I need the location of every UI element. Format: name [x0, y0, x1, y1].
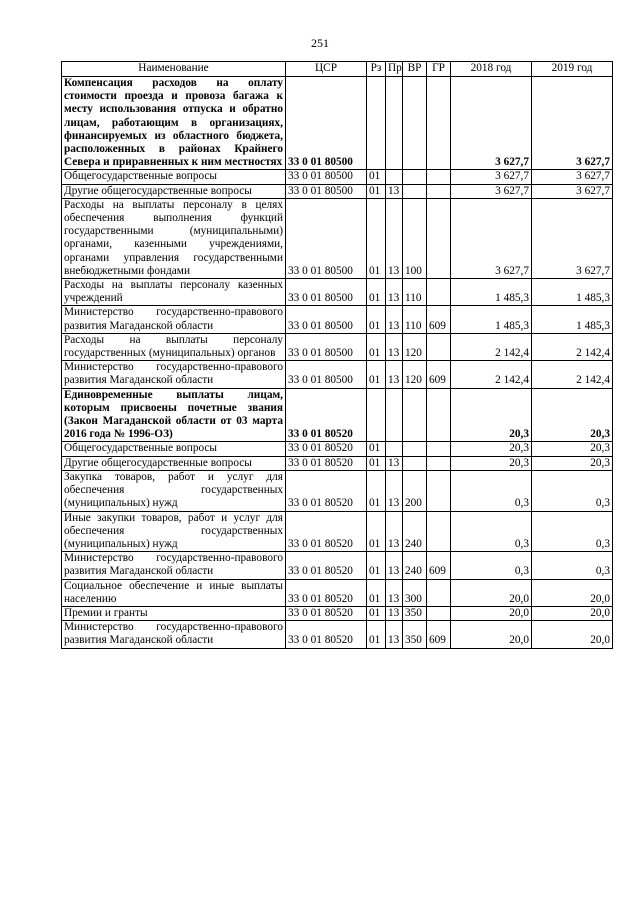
cell-2019: 20,3 [532, 442, 613, 456]
cell-name: Министерство государственно-правового развития Магаданской области [62, 552, 286, 579]
page-number: 251 [311, 36, 329, 50]
cell-pr: 13 [386, 511, 403, 552]
table-header-row [62, 62, 613, 77]
cell-name: Другие общегосударственные вопросы [62, 456, 286, 470]
cell-gr [427, 279, 451, 306]
table-row [62, 456, 613, 470]
cell-2019: 2 142,4 [532, 361, 613, 388]
cell-pr [386, 388, 403, 442]
cell-name: Социальное обеспечение и иные выплаты населению [62, 579, 286, 606]
cell-name: Министерство государственно-правового развития Магаданской области [62, 621, 286, 648]
cell-name: Закупка товаров, работ и услуг для обеспечения государственных (муниципальных) нужд [62, 470, 286, 511]
cell-csr: 33 0 01 80520 [286, 606, 367, 620]
table-row [62, 621, 613, 648]
cell-csr: 33 0 01 80500 [286, 77, 367, 170]
table-row [62, 198, 613, 278]
table-row [62, 388, 613, 442]
cell-gr [427, 511, 451, 552]
cell-vr: 120 [403, 333, 427, 360]
cell-2019: 3 627,7 [532, 170, 613, 184]
cell-vr: 240 [403, 511, 427, 552]
cell-name: Расходы на выплаты персоналу казенных учреждений [62, 279, 286, 306]
table-row [62, 306, 613, 333]
cell-pr [386, 170, 403, 184]
header-2018: 2018 год [451, 62, 532, 77]
cell-vr [403, 77, 427, 170]
cell-pr: 13 [386, 470, 403, 511]
cell-vr: 120 [403, 361, 427, 388]
cell-name: Министерство государственно-правового развития Магаданской области [62, 306, 286, 333]
cell-vr [403, 456, 427, 470]
cell-2019: 1 485,3 [532, 306, 613, 333]
cell-gr [427, 77, 451, 170]
cell-csr: 33 0 01 80520 [286, 552, 367, 579]
cell-rz: 01 [367, 511, 386, 552]
cell-rz: 01 [367, 442, 386, 456]
cell-csr: 33 0 01 80500 [286, 333, 367, 360]
cell-csr: 33 0 01 80500 [286, 361, 367, 388]
cell-vr: 350 [403, 606, 427, 620]
cell-2018: 3 627,7 [451, 184, 532, 198]
cell-name: Расходы на выплаты персоналу государственных (муниципальных) органов [62, 333, 286, 360]
cell-vr: 350 [403, 621, 427, 648]
cell-vr [403, 388, 427, 442]
cell-csr: 33 0 01 80520 [286, 470, 367, 511]
cell-pr: 13 [386, 184, 403, 198]
cell-pr: 13 [386, 279, 403, 306]
cell-gr: 609 [427, 552, 451, 579]
cell-2019: 1 485,3 [532, 279, 613, 306]
cell-rz [367, 77, 386, 170]
cell-pr: 13 [386, 606, 403, 620]
cell-pr [386, 77, 403, 170]
header-pr: Пр [386, 62, 403, 77]
cell-gr [427, 456, 451, 470]
cell-vr: 240 [403, 552, 427, 579]
cell-2019: 3 627,7 [532, 198, 613, 278]
cell-vr [403, 184, 427, 198]
cell-name: Министерство государственно-правового развития Магаданской области [62, 361, 286, 388]
cell-csr: 33 0 01 80520 [286, 456, 367, 470]
cell-vr: 100 [403, 198, 427, 278]
cell-rz [367, 388, 386, 442]
header-2019: 2019 год [532, 62, 613, 77]
header-gr: ГР [427, 62, 451, 77]
table-body [62, 77, 613, 649]
cell-rz: 01 [367, 279, 386, 306]
cell-csr: 33 0 01 80520 [286, 511, 367, 552]
cell-csr: 33 0 01 80520 [286, 621, 367, 648]
cell-2018: 20,0 [451, 606, 532, 620]
cell-name: Иные закупки товаров, работ и услуг для обеспечения государственных (муниципальных) нужд [62, 511, 286, 552]
cell-vr: 110 [403, 279, 427, 306]
cell-name: Общегосударственные вопросы [62, 170, 286, 184]
header-vr: ВР [403, 62, 427, 77]
cell-rz: 01 [367, 470, 386, 511]
table-row [62, 552, 613, 579]
cell-name: Общегосударственные вопросы [62, 442, 286, 456]
cell-pr: 13 [386, 333, 403, 360]
cell-2018: 0,3 [451, 552, 532, 579]
header-rz: Рз [367, 62, 386, 77]
table-row [62, 442, 613, 456]
cell-rz: 01 [367, 606, 386, 620]
table-row [62, 361, 613, 388]
cell-rz: 01 [367, 333, 386, 360]
cell-csr: 33 0 01 80500 [286, 198, 367, 278]
cell-vr: 200 [403, 470, 427, 511]
cell-pr [386, 442, 403, 456]
cell-2019: 20,0 [532, 621, 613, 648]
cell-2018: 20,0 [451, 621, 532, 648]
cell-name: Премии и гранты [62, 606, 286, 620]
cell-vr [403, 170, 427, 184]
cell-2018: 3 627,7 [451, 170, 532, 184]
cell-2019: 3 627,7 [532, 77, 613, 170]
cell-name: Единовременные выплаты лицам, которым присвоены почетные звания (Закон Магаданской области от 03 марта 2016 года № 1996-ОЗ) [62, 388, 286, 442]
cell-2018: 0,3 [451, 470, 532, 511]
table-row [62, 470, 613, 511]
cell-pr: 13 [386, 361, 403, 388]
cell-2018: 20,3 [451, 442, 532, 456]
cell-gr: 609 [427, 621, 451, 648]
cell-gr [427, 333, 451, 360]
cell-name: Другие общегосударственные вопросы [62, 184, 286, 198]
cell-rz: 01 [367, 621, 386, 648]
cell-gr [427, 606, 451, 620]
cell-csr: 33 0 01 80520 [286, 388, 367, 442]
cell-2018: 1 485,3 [451, 279, 532, 306]
cell-2019: 0,3 [532, 552, 613, 579]
cell-2019: 0,3 [532, 511, 613, 552]
cell-gr [427, 184, 451, 198]
cell-2018: 3 627,7 [451, 198, 532, 278]
cell-2018: 3 627,7 [451, 77, 532, 170]
cell-2019: 20,3 [532, 456, 613, 470]
cell-pr: 13 [386, 306, 403, 333]
cell-gr [427, 198, 451, 278]
header-name: Наименование [62, 62, 286, 77]
cell-2018: 2 142,4 [451, 361, 532, 388]
cell-2018: 20,3 [451, 456, 532, 470]
cell-rz: 01 [367, 361, 386, 388]
cell-rz: 01 [367, 579, 386, 606]
table-row [62, 77, 613, 170]
header-csr: ЦСР [286, 62, 367, 77]
cell-2019: 20,0 [532, 606, 613, 620]
cell-csr: 33 0 01 80500 [286, 306, 367, 333]
cell-pr: 13 [386, 621, 403, 648]
cell-2019: 2 142,4 [532, 333, 613, 360]
cell-csr: 33 0 01 80520 [286, 442, 367, 456]
table-row [62, 279, 613, 306]
table-row [62, 333, 613, 360]
cell-pr: 13 [386, 552, 403, 579]
cell-rz: 01 [367, 198, 386, 278]
cell-2018: 0,3 [451, 511, 532, 552]
table-row [62, 170, 613, 184]
cell-rz: 01 [367, 306, 386, 333]
cell-gr [427, 388, 451, 442]
cell-2018: 1 485,3 [451, 306, 532, 333]
cell-pr: 13 [386, 198, 403, 278]
cell-rz: 01 [367, 184, 386, 198]
table-row [62, 579, 613, 606]
table-row [62, 511, 613, 552]
cell-gr [427, 442, 451, 456]
cell-vr: 110 [403, 306, 427, 333]
cell-gr: 609 [427, 361, 451, 388]
cell-2018: 20,0 [451, 579, 532, 606]
cell-csr: 33 0 01 80500 [286, 170, 367, 184]
table-row [62, 606, 613, 620]
cell-rz: 01 [367, 552, 386, 579]
cell-name: Расходы на выплаты персоналу в целях обеспечения выполнения функций государственными (муниципальными) органами, казенными учреждениями, органами управления государственными внебюджетными фондами [62, 198, 286, 278]
cell-rz: 01 [367, 456, 386, 470]
cell-pr: 13 [386, 579, 403, 606]
cell-gr [427, 170, 451, 184]
cell-pr: 13 [386, 456, 403, 470]
cell-rz: 01 [367, 170, 386, 184]
budget-table [61, 61, 613, 649]
cell-2019: 3 627,7 [532, 184, 613, 198]
cell-vr: 300 [403, 579, 427, 606]
cell-2018: 20,3 [451, 388, 532, 442]
cell-2019: 20,3 [532, 388, 613, 442]
cell-2019: 20,0 [532, 579, 613, 606]
cell-gr [427, 470, 451, 511]
cell-gr [427, 579, 451, 606]
table-row [62, 184, 613, 198]
cell-gr: 609 [427, 306, 451, 333]
cell-csr: 33 0 01 80520 [286, 579, 367, 606]
cell-csr: 33 0 01 80500 [286, 184, 367, 198]
cell-name: Компенсация расходов на оплату стоимости проезда и провоза багажа к месту использования отпуска и обратно лицам, работающим в организациях, финансируемых из областного бюджета, расположенных в районах Крайнего Севера и приравненных к ним местностях [62, 77, 286, 170]
cell-2019: 0,3 [532, 470, 613, 511]
cell-2018: 2 142,4 [451, 333, 532, 360]
cell-vr [403, 442, 427, 456]
cell-csr: 33 0 01 80500 [286, 279, 367, 306]
